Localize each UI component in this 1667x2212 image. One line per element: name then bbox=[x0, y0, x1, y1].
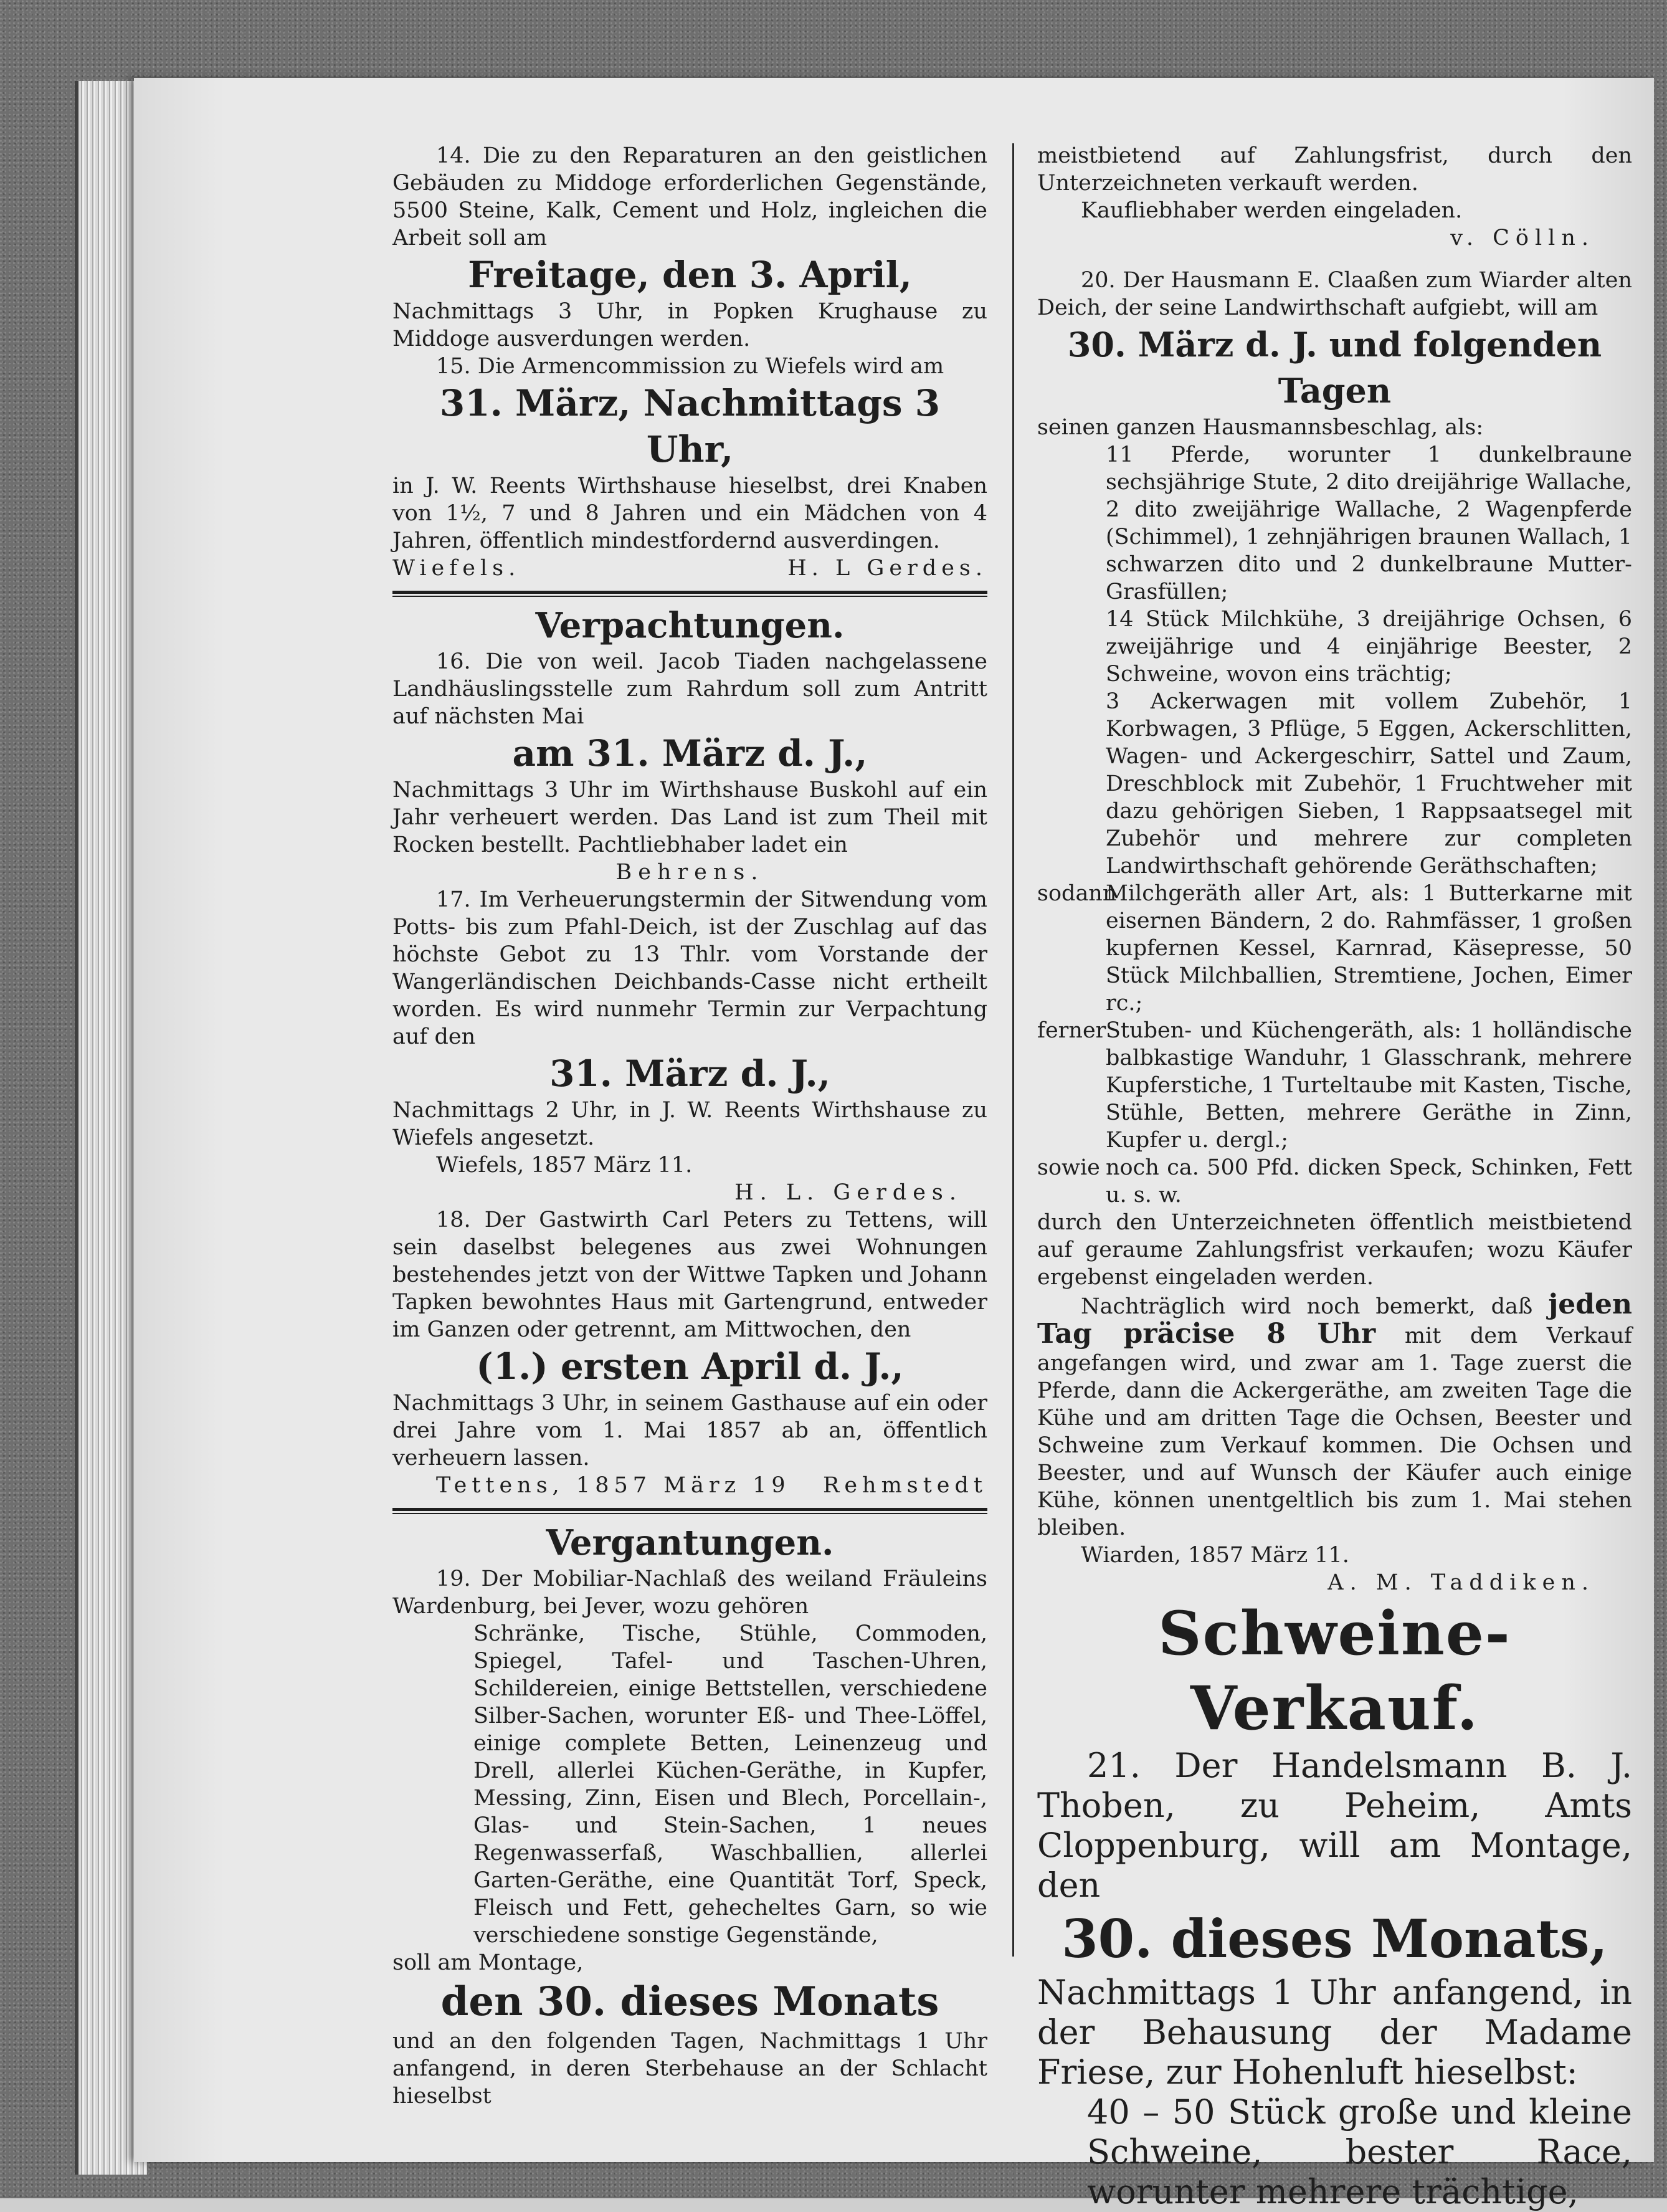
notice-20-bacon-row bbox=[1037, 1154, 1632, 1209]
continuation-signature: v. Cölln. bbox=[1450, 226, 1595, 250]
notice-20-dairy-row bbox=[1037, 880, 1632, 1017]
notice-21-text: 21. Der Handelsmann B. J. Thoben, zu Peheim, Amts Cloppenburg, will am Montage, den bbox=[1037, 1746, 1632, 1905]
notice-20-place: Wiarden, 1857 März 11. bbox=[1081, 1543, 1349, 1568]
notice-20-note-pre: Nachträglich wird noch bemerkt, daß bbox=[1081, 1294, 1533, 1319]
notice-20-household: Stuben- und Küchengeräth, als: 1 holländische balbkastige Wanduhr, 1 Glasschrank, mehrere Kupferstiche, 1 Turteltaube mit Kasten, Tische, Stühle, Betten, mehrere Geräthe in Zinn, Kupfer u. dergl.; bbox=[1106, 1018, 1632, 1153]
right-column bbox=[1037, 142, 1632, 2212]
notice-15-place: Wiefels. bbox=[392, 556, 521, 581]
notice-20-equipment: 3 Ackerwagen mit vollem Zubehör, 1 Korbwagen, 3 Pflüge, 5 Eggen, Ackerschlitten, Wagen- und Ackergeschirr, Sattel und Zaum, Dreschblock mit Zubehör, 1 Fruchtweher mit dazu gehörigen Sieben, 1 Rappsaatsegel mit Zubehör und mehrere zur completen Landwirthschaft gehörende Geräthschaften; bbox=[1106, 689, 1632, 879]
notice-18-signature-line bbox=[392, 1472, 987, 1499]
notice-20-bacon-label: sowie bbox=[1037, 1155, 1100, 1180]
notice-20-note bbox=[1037, 1291, 1632, 1542]
section-heading-vergantungen: Vergantungen. bbox=[546, 1522, 834, 1563]
notice-14-text: 14. Die zu den Reparaturen an den geistlichen Gebäuden zu Middoge erforderlichen Gegenstände, 5500 Steine, Kalk, Cement und Holz, ingleichen die Arbeit soll am bbox=[392, 143, 987, 250]
notice-18-date: (1.) ersten April d. J., bbox=[476, 1345, 904, 1388]
section-rule bbox=[392, 591, 987, 597]
ad-title: Schweine-Verkauf. bbox=[1158, 1598, 1511, 1743]
notice-21-items: 40 – 50 Stück große und kleine Schweine, bester Race, worunter mehrere trächtige, bbox=[1087, 2092, 1632, 2211]
notice-20-household-label: ferner bbox=[1037, 1018, 1106, 1043]
notice-18-place: Tettens, 1857 März 19 bbox=[436, 1473, 791, 1498]
left-column bbox=[392, 142, 987, 2110]
notice-17-date: 31. März d. J., bbox=[549, 1052, 830, 1095]
section-heading-verpachtungen: Verpachtungen. bbox=[535, 605, 845, 646]
notice-19-items: Schränke, Tische, Stühle, Commoden, Spiegel, Tafel- und Taschen-Uhren, Schildereien, einige Bettstellen, verschiedene Silber-Sachen, worunter Eß- und Thee-Löffel, einige complete Betten, Leinenzeug und Drell, allerlei Küchen-Geräthe, in Kupfer, Messing, Zinn, Eisen und Blech, Porcellain-, Glas- und Stein-Sachen, 1 neues Regenwasserfaß, Waschballien, allerlei Garten-Geräthe, eine Quantität Torf, Speck, Fleisch und Fett, gehecheltes Garn, so wie verschiedene sonstige Gegenstände, bbox=[473, 1621, 987, 1948]
notice-15-signature-line bbox=[392, 555, 987, 582]
notice-20-text: 20. Der Hausmann E. Claaßen zum Wiarder alten Deich, der seine Landwirthschaft aufgiebt, will am bbox=[1037, 268, 1632, 320]
notice-20-intro: seinen ganzen Hausmannsbeschlag, als: bbox=[1037, 415, 1484, 440]
notice-19-lead: soll am Montage, bbox=[392, 1950, 584, 1975]
notice-20-note-post: mit dem Verkauf angefangen wird, und zwar am 1. Tage zuerst die Pferde, dann die Ackergeräthe, am zweiten Tage die Kühe und am dritten Tage die Ochsen, Beester und Schweine zum Verkauf kommen. Die Ochsen und Beester, und auf Wunsch der Käufer auch einige Kühe, können unentgeltlich bis zum 1. Mai stehen bleiben. bbox=[1037, 1323, 1632, 1540]
notice-18-after: Nachmittags 3 Uhr, in seinem Gasthause auf ein oder drei Jahre vom 1. Mai 1857 ab an, öffentlich verheuern lassen. bbox=[392, 1391, 987, 1471]
notice-20-bacon: noch ca. 500 Pfd. dicken Speck, Schinken, Fett u. s. w. bbox=[1106, 1155, 1632, 1208]
notice-18-signature: Rehmstedt bbox=[822, 1473, 987, 1498]
notice-16-signature: Behrens. bbox=[615, 860, 764, 885]
notice-15-date: 31. März, Nachmittags 3 Uhr, bbox=[439, 382, 941, 470]
notice-19-text: 19. Der Mobiliar-Nachlaß des weiland Fräuleins Wardenburg, bei Jever, wozu gehören bbox=[392, 1566, 987, 1619]
notice-16-text: 16. Die von weil. Jacob Tiaden nachgelassene Landhäuslingsstelle zum Rahrdum soll zum Antritt auf nächsten Mai bbox=[392, 649, 987, 729]
notice-15-after: in J. W. Reents Wirthshause hieselbst, drei Knaben von 1½, 7 und 8 Jahren und ein Mädchen von 4 Jahren, öffentlich mindestfordernd ausverdingen. bbox=[392, 474, 987, 553]
section-rule bbox=[392, 1508, 987, 1514]
notice-21-after: Nachmittags 1 Uhr anfangend, in der Behausung der Madame Friese, zur Hohenluft hieselbst: bbox=[1037, 1973, 1632, 2092]
notice-20-household-row bbox=[1037, 1017, 1632, 1154]
continuation-text: meistbietend auf Zahlungsfrist, durch den Unterzeichneten verkauft werden. bbox=[1037, 143, 1632, 196]
notice-20-note-bold: jeden Tag präcise 8 Uhr bbox=[1037, 1289, 1632, 1350]
notice-17-signature: H. L. Gerdes. bbox=[734, 1180, 962, 1205]
continuation-invite: Kaufliebhaber werden eingeladen. bbox=[1081, 198, 1463, 223]
notice-20-after: durch den Unterzeichneten öffentlich meistbietend auf geraume Zahlungsfrist verkaufen; wozu Käufer ergebenst eingeladen werden. bbox=[1037, 1210, 1632, 1290]
notice-18-text: 18. Der Gastwirth Carl Peters zu Tettens, will sein daselbst belegenes aus zwei Wohnungen bestehendes jetzt von der Wittwe Tapken und Johann Tapken bewohntes Haus mit Gartengrund, entweder im Ganzen oder getrennt, am Mittwochen, den bbox=[392, 1208, 987, 1342]
notice-17-text: 17. Im Verheuerungstermin der Sitwendung vom Potts- bis zum Pfahl-Deich, ist der Zuschlag auf das höchste Gebot zu 13 Thlr. vom Vorstande der Wangerländischen Deichbands-Casse nicht ertheilt worden. Es wird nunmehr Termin zur Verpachtung auf den bbox=[392, 887, 987, 1049]
notice-19-after: und an den folgenden Tagen, Nachmittags 1 Uhr anfangend, in deren Sterbehause an der Schlacht hieselbst bbox=[392, 2029, 987, 2109]
notice-14-after: Nachmittags 3 Uhr, in Popken Krughause zu Middoge ausverdungen werden. bbox=[392, 299, 987, 351]
notice-14-date: Freitage, den 3. April, bbox=[468, 254, 912, 296]
notice-16-after: Nachmittags 3 Uhr im Wirthshause Buskohl auf ein Jahr verheuert werden. Das Land ist zum Theil mit Rocken bestellt. Pachtliebhaber ladet ein bbox=[392, 778, 987, 857]
notice-20-dairy-label: sodann bbox=[1037, 881, 1117, 906]
notice-15-signature: H. L Gerdes. bbox=[787, 556, 987, 581]
column-divider bbox=[1012, 143, 1014, 1957]
notice-16-date: am 31. März d. J., bbox=[512, 732, 868, 775]
notice-19-date: den 30. dieses Monats bbox=[440, 1978, 939, 2025]
notice-20-date: 30. März d. J. und folgenden Tagen bbox=[1067, 325, 1602, 411]
notice-21-date: 30. dieses Monats, bbox=[1061, 1908, 1608, 1970]
notice-20-signature: A. M. Taddiken. bbox=[1327, 1570, 1595, 1595]
notice-20-cattle: 14 Stück Milchkühe, 3 dreijährige Ochsen, 6 zweijährige und 4 einjährige Beester, 2 Schweine, wovon eins trächtig; bbox=[1106, 607, 1632, 687]
notice-17-after: Nachmittags 2 Uhr, in J. W. Reents Wirthshause zu Wiefels angesetzt. bbox=[392, 1098, 987, 1150]
notice-20-horses: 11 Pferde, worunter 1 dunkelbraune sechsjährige Stute, 2 dito dreijährige Wallache, 2 dito zweijährige Wallache, 2 Wagenpferde (Schimmel), 1 zehnjährigen braunen Wallach, 1 schwarzen dito und 2 dunkelbraune Mutter-Grasfüllen; bbox=[1106, 442, 1632, 604]
notice-17-place: Wiefels, 1857 März 11. bbox=[436, 1153, 693, 1178]
notice-15-text: 15. Die Armencommission zu Wiefels wird am bbox=[436, 354, 944, 379]
notice-20-dairy: Milchgeräth aller Art, als: 1 Butterkarne mit eisernen Bändern, 2 do. Rahmfässer, 1 großen kupfernen Kessel, Karnrad, Käsepresse, 50 Stück Milchballien, Stremtiene, Jochen, Eimer rc.; bbox=[1106, 881, 1632, 1016]
